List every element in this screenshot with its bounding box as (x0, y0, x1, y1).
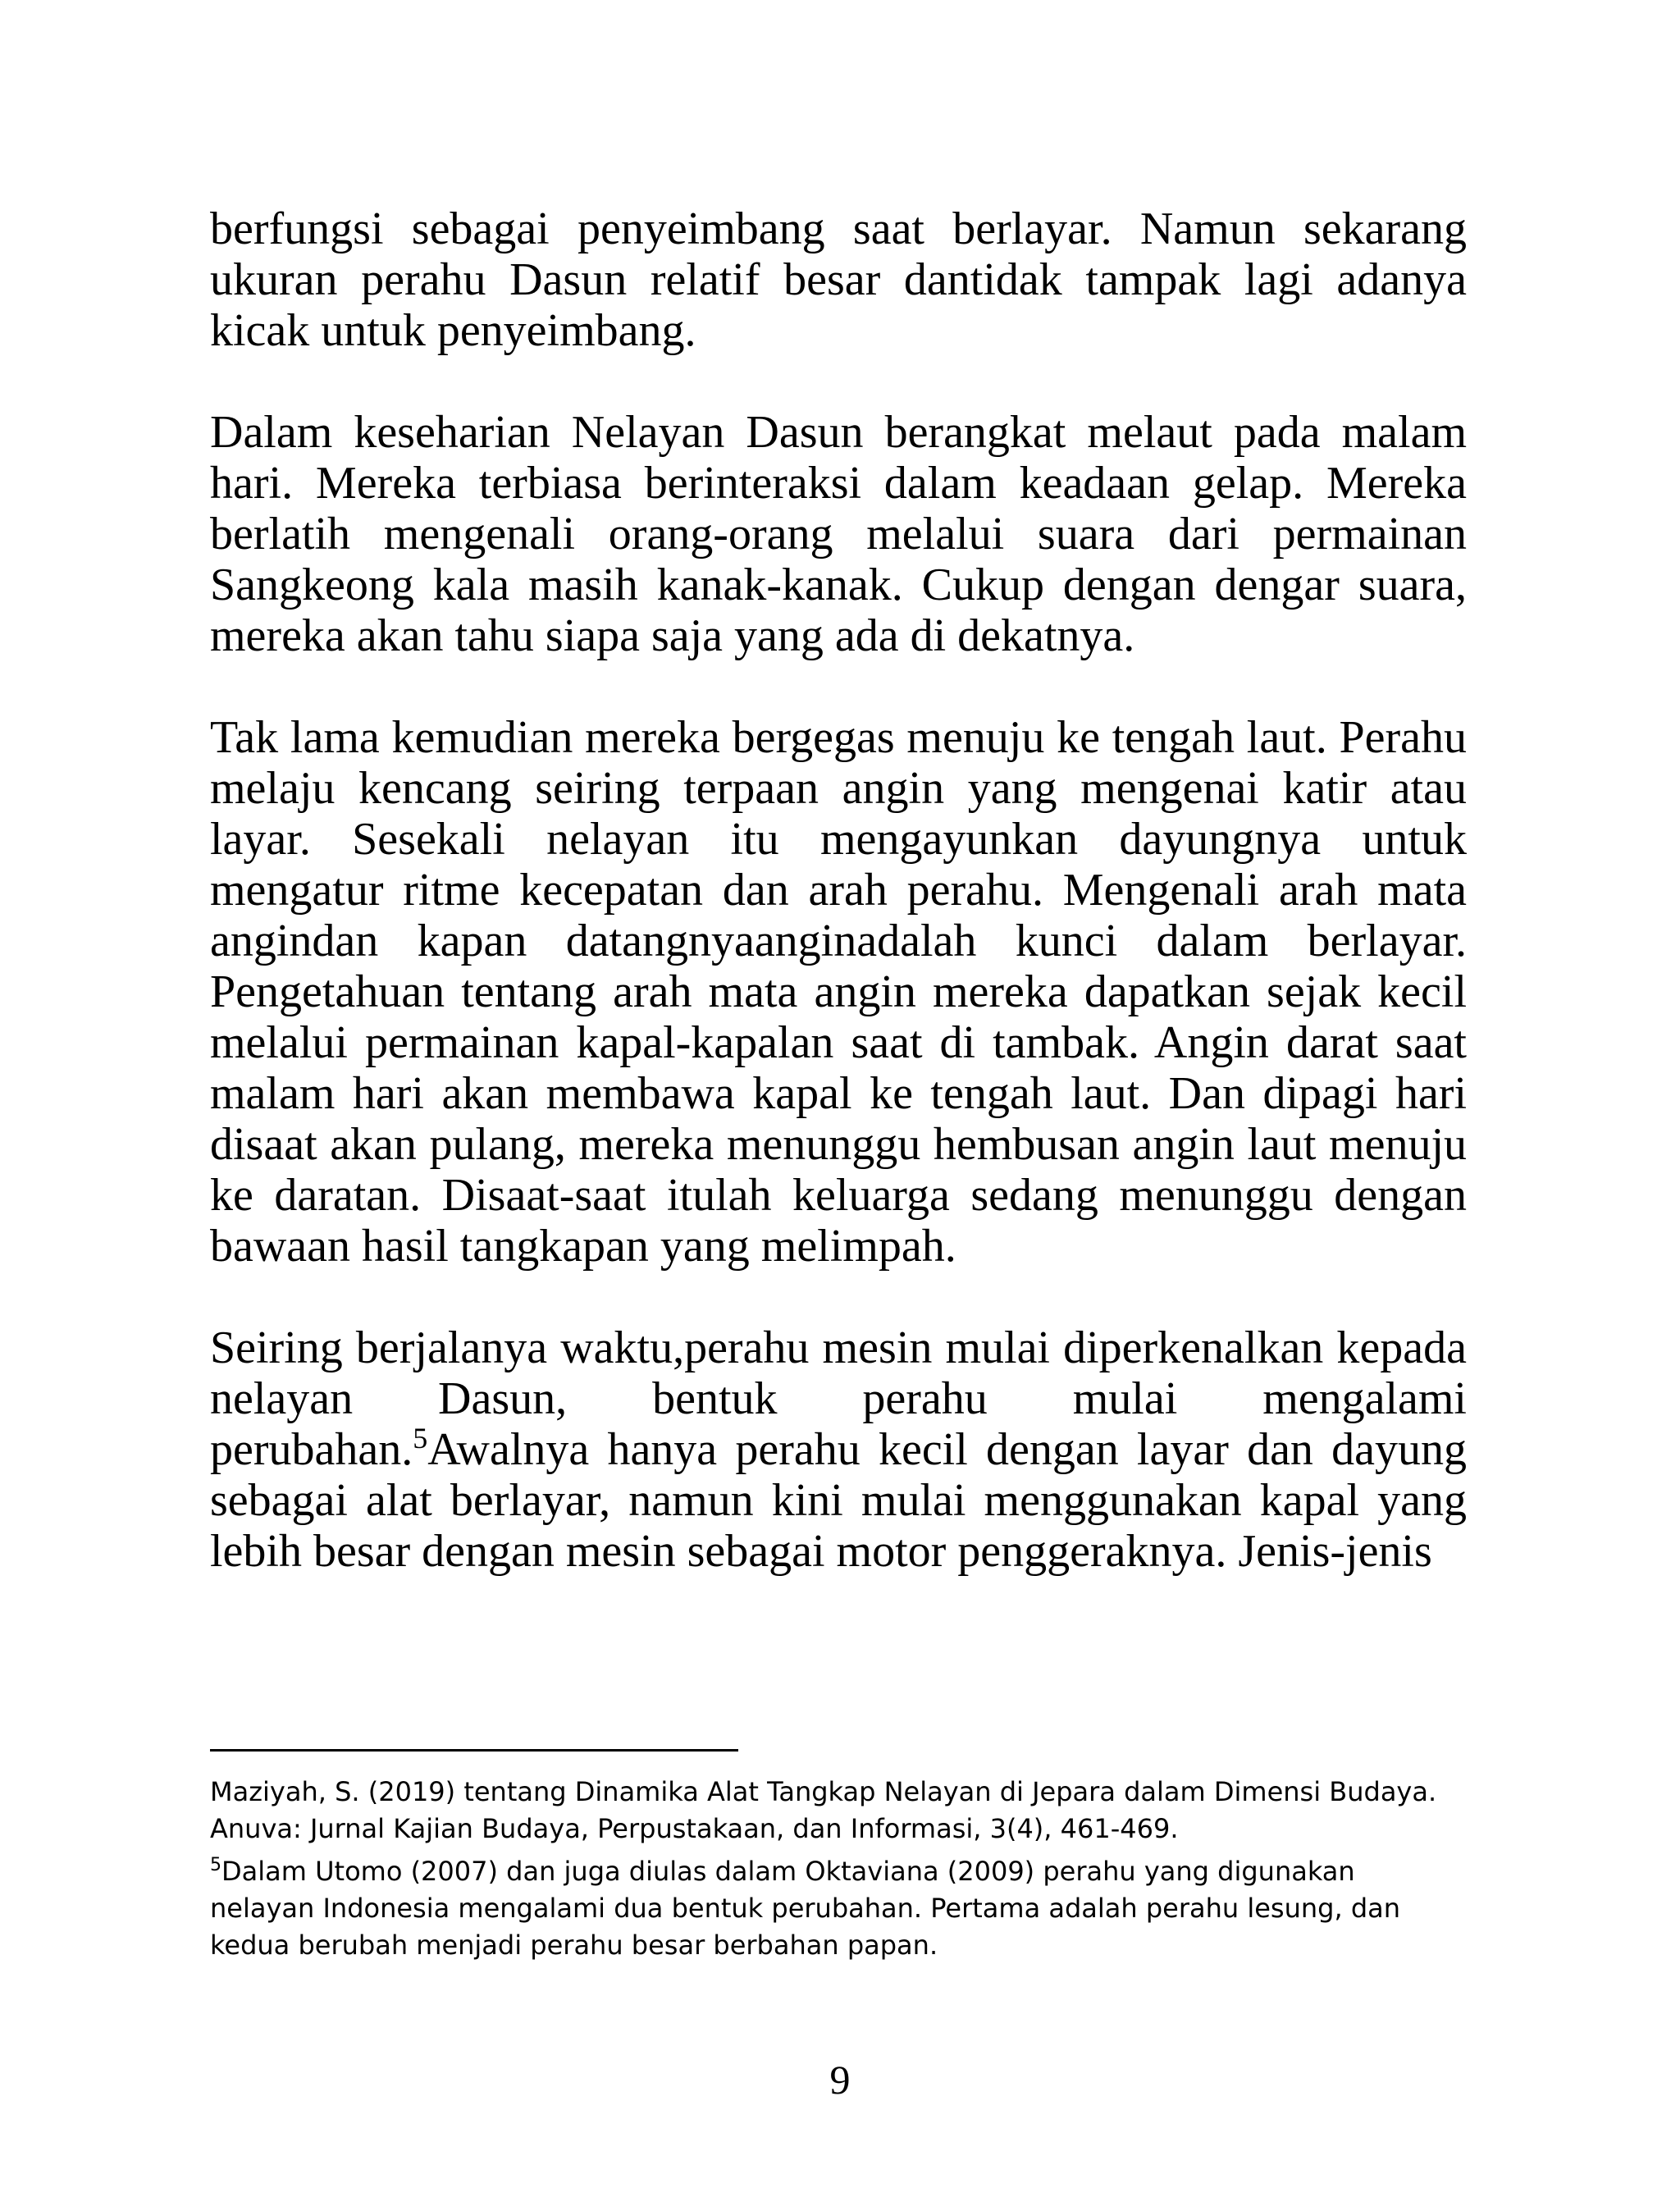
paragraph: berfungsi sebagai penyeimbang saat berlayar. Namun sekarang ukuran perahu Dasun relatif besar dantidak tampak lagi adanya kicak untuk penyeimbang. (210, 203, 1467, 356)
paragraph (210, 1322, 1467, 1577)
body-text (210, 203, 1467, 1577)
paragraph: Tak lama kemudian mereka bergegas menuju ke tengah laut. Perahu melaju kencang seiring terpaan angin yang mengenai katir atau layar. Sesekali nelayan itu mengayunkan dayungnya untuk mengatur ritme kecepatan dan arah perahu. Mengenali arah mata angindan kapan datangnyaanginadalah kunci dalam berlayar. Pengetahuan tentang arah mata angin mereka dapatkan sejak kecil melalui permainan kapal-kapalan saat di tambak. Angin darat saat malam hari akan membawa kapal ke tengah laut. Dan dipagi hari disaat akan pulang, mereka menunggu hembusan angin laut menuju ke daratan. Disaat-saat itulah keluarga sedang menunggu dengan bawaan hasil tangkapan yang melimpah. (210, 712, 1467, 1272)
footnote-number: 5 (210, 1855, 221, 1875)
footnotes (210, 1774, 1467, 1964)
paragraph: Dalam keseharian Nelayan Dasun berangkat melaut pada malam hari. Mereka terbiasa berinteraksi dalam keadaan gelap. Mereka berlatih mengenali orang-orang melalui suara dari permainan Sangkeong kala masih kanak-kanak. Cukup dengan dengar suara, mereka akan tahu siapa saja yang ada di dekatnya. (210, 407, 1467, 661)
footnote-5 (210, 1853, 1467, 1964)
footnote-reference-5[interactable]: 5 (413, 1422, 428, 1455)
paragraph-text-before-footnote: Seiring berjalanya waktu,perahu mesin mulai diperkenalkan kepada nelayan Dasun, bentuk perahu mulai mengalami perubahan. (210, 1322, 1467, 1475)
paragraph-text-after-footnote: Awalnya hanya perahu kecil dengan layar dan dayung sebagai alat berlayar, namun kini mulai menggunakan kapal yang lebih besar dengan mesin sebagai motor penggeraknya. Jenis-jenis (210, 1424, 1467, 1577)
footnote-separator (210, 1749, 738, 1752)
footnote-continued: Maziyah, S. (2019) tentang Dinamika Alat Tangkap Nelayan di Jepara dalam Dimensi Budaya. Anuva: Jurnal Kajian Budaya, Perpustakaan, dan Informasi, 3(4), 461-469. (210, 1776, 1437, 1844)
footnote-text: Dalam Utomo (2007) dan juga diulas dalam Oktaviana (2009) perahu yang digunakan nelayan Indonesia mengalami dua bentuk perubahan. Pertama adalah perahu lesung, dan kedua berubah menjadi perahu besar berbahan papan. (210, 1856, 1401, 1961)
page-number: 9 (829, 2057, 851, 2103)
